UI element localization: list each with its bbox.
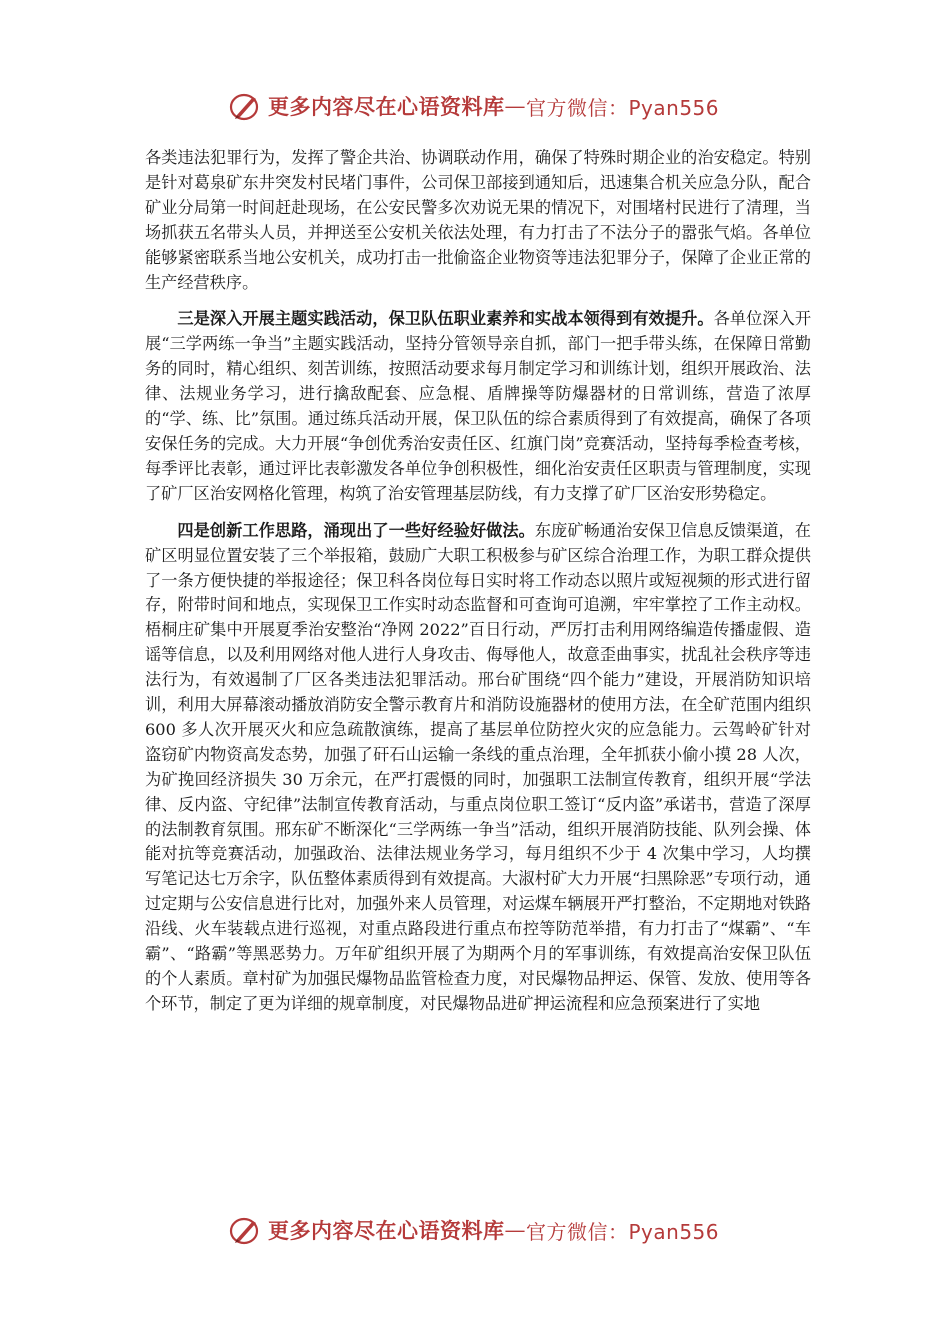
banner-brand-text: 更多内容尽在心语资料库 xyxy=(268,1218,505,1243)
footer-watermark-banner xyxy=(228,1210,748,1250)
banner-dash: — xyxy=(504,1218,526,1242)
header-watermark-banner xyxy=(228,86,748,126)
banner-wechat-text: 官方微信：Pyan556 xyxy=(526,95,720,120)
paragraph-text: 各类违法犯罪行为，发挥了警企共治、协调联动作用，确保了特殊时期企业的治安稳定。特别是针对葛泉矿东井突发村民堵门事件，公司保卫部接到通知后，迅速集合机关应急分队，配合矿业分局第一时间赶赴现场，在公安民警多次劝说无果的情况下，对围堵村民进行了清理，当场抓获五名带头人员，并押送至公安机关依法处理，有力打击了不法分子的嚣张气焰。各单位能够紧密联系当地公安机关，成功打击一批偷盗企业物资等违法犯罪分子，保障了企业正常的生产经营秩序。 xyxy=(145,148,811,292)
pen-in-circle-icon xyxy=(228,89,262,123)
paragraph-continuation xyxy=(145,146,811,295)
pen-in-circle-icon xyxy=(228,1213,262,1247)
banner-dash: — xyxy=(504,94,526,118)
paragraph-item-three xyxy=(145,307,811,506)
banner-brand-text: 更多内容尽在心语资料库 xyxy=(268,94,505,119)
document-body xyxy=(145,146,811,1029)
paragraph-text: 各单位深入开展“三学两练一争当”主题实践活动，坚持分管领导亲自抓，部门一把手带头练，在保障日常勤务的同时，精心组织、刻苦训练，按照活动要求每月制定学习和训练计划，组织开展政治、法律、法规业务学习，进行擒敌配套、应急棍、盾牌操等防爆器材的日常训练，营造了浓厚的“学、练、比”氛围。通过练兵活动开展，保卫队伍的综合素质得到了有效提高，确保了各项安保任务的完成。大力开展“争创优秀治安责任区、红旗门岗”竞赛活动，坚持每季检查考核，每季评比表彰，通过评比表彰激发各单位争创积极性，细化治安责任区职责与管理制度，实现了矿厂区治安网格化管理，构筑了治安管理基层防线，有力支撑了矿厂区治安形势稳定。 xyxy=(145,309,812,503)
banner-wechat-text: 官方微信：Pyan556 xyxy=(526,1219,720,1244)
paragraph-lead-heading: 三是深入开展主题实践活动，保卫队伍职业素养和实战本领得到有效提升。 xyxy=(177,309,714,329)
paragraph-item-four xyxy=(145,519,811,1017)
paragraph-text: 东庞矿畅通治安保卫信息反馈渠道，在矿区明显位置安装了三个举报箱，鼓励广大职工积极参与矿区综合治理工作，为职工群众提供了一条方便快捷的举报途径；保卫科各岗位每日实时将工作动态以照片或短视频的形式进行留存，附带时间和地点，实现保卫工作实时动态监督和可查询可追溯，牢牢掌控了工作主动权。梧桐庄矿集中开展夏季治安整治“净网 2022”百日行动，严厉打击利用网络编造传播虚假、造谣等信息，以及利用网络对他人进行人身攻击、侮辱他人，故意歪曲事实，扰乱社会秩序等违法行为，有效遏制了厂区各类违法犯罪活动。邢台矿围绕“四个能力”建设，开展消防知识培训，利用大屏幕滚动播放消防安全警示教育片和消防设施器材的使用方法，在全矿范围内组织 600 多人次开展灭火和应急疏散演练，提高了基层单位防控火灾的应急能力。云驾岭矿针对盗窃矿内物资高发态势，加强了矸石山运输一条线的重点治理，全年抓获小偷小摸 28 人次，为矿挽回经济损失 30 万余元，在严打震慑的同时，加强职工法制宣传教育，组织开展“学法律、反内盗、守纪律”法制宣传教育活动，与重点岗位职工签订“反内盗”承诺书，营造了深厚的法制教育氛围。邢东矿不断深化“三学两练一争当”活动，组织开展消防技能、队列会操、体能对抗等竞赛活动，加强政治、法律法规业务学习，每月组织不少于 4 次集中学习，人均撰写笔记达七万余字，队伍整体素质得到有效提高。大淑村矿大力开展“扫黑除恶”专项行动，通过定期与公安信息进行比对，加强外来人员管理，对运煤车辆展开严打整治，不定期地对铁路沿线、火车装载点进行巡视，对重点路段进行重点布控等防范举措，有力打击了“煤霸”、“车霸”、“路霸”等黑恶势力。万年矿组织开展了为期两个月的军事训练，有效提高治安保卫队伍的个人素质。章村矿为加强民爆物品监管检查力度，对民爆物品押运、保管、发放、使用等各个环节，制定了更为详细的规章制度，对民爆物品进矿押运流程和应急预案进行了实地 xyxy=(145,520,811,1013)
paragraph-lead-heading: 四是创新工作思路，涌现出了一些好经验好做法。 xyxy=(177,520,535,540)
